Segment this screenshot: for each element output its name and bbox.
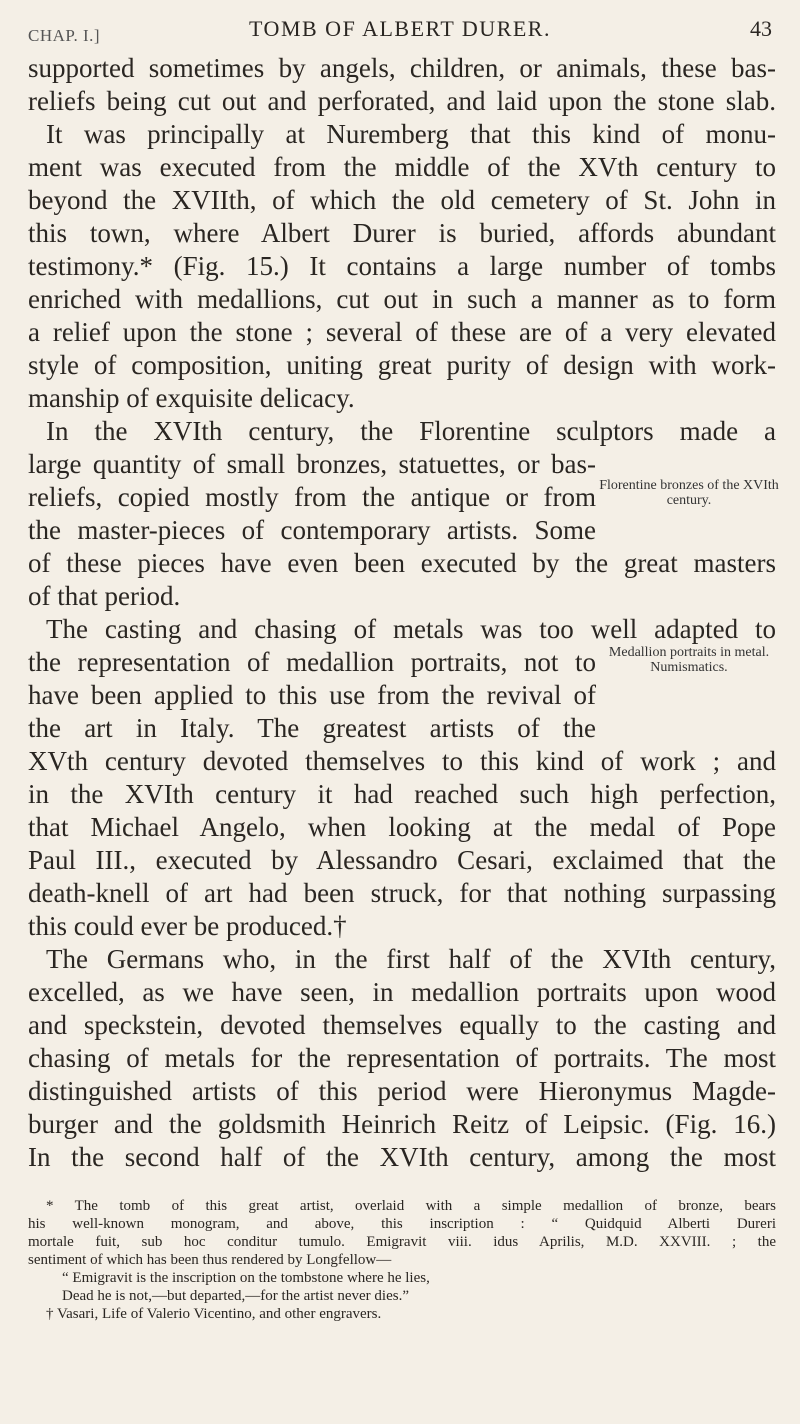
text-line: manship of exquisite delicacy. (28, 383, 355, 413)
text-line: large quantity of small bronzes, statuettes, or bas- (28, 449, 596, 479)
text-line: enriched with medallions, cut out in such a manner as to form (28, 284, 776, 314)
text-line: testimony.* (Fig. 15.) It contains a large number of tombs (28, 251, 776, 281)
text-line: of these pieces have even been executed by the great masters (28, 548, 776, 578)
page-number: 43 (750, 16, 772, 41)
text-line: that Michael Angelo, when looking at the medal of Pope (28, 812, 776, 842)
footnote-line: * The tomb of this great artist, overlaid with a simple medallion of bronze, bears (46, 1198, 776, 1214)
footnotes (28, 1197, 776, 1323)
text-line: In the second half of the XVIth century, among the most (28, 1142, 776, 1172)
chapter-label: CHAP. I.] (28, 26, 101, 45)
footnote-verse-line: “ Emigravit is the inscription on the tombstone where he lies, (62, 1270, 430, 1286)
text-line: In the XVIth century, the Florentine sculptors made a (46, 416, 776, 446)
text-line: reliefs, copied mostly from the antique or from (28, 482, 596, 512)
text-line: ment was executed from the middle of the XVth century to (28, 152, 776, 182)
text-line: have been applied to this use from the revival of (28, 680, 596, 710)
text-line: reliefs being cut out and perforated, and laid upon the stone slab. (28, 86, 776, 116)
text-line: The casting and chasing of metals was too well adapted to (46, 614, 776, 644)
text-line: and speckstein, devoted themselves equally to the casting and (28, 1010, 776, 1040)
margin-note-medallion: Medallion portraits in metal. Numismatics. (608, 645, 770, 675)
text-line: supported sometimes by angels, children, or animals, these bas- (28, 53, 776, 83)
text-line: XVth century devoted themselves to this kind of work ; and (28, 746, 776, 776)
text-line: excelled, as we have seen, in medallion portraits upon wood (28, 977, 776, 1007)
text-line: chasing of metals for the representation of portraits. The most (28, 1043, 776, 1073)
text-line: in the XVIth century it had reached such high perfection, (28, 779, 776, 809)
text-line: distinguished artists of this period were Hieronymus Magde- (28, 1076, 776, 1106)
text-line: the master-pieces of contemporary artists. Some (28, 515, 596, 545)
footnote-verse-line: Dead he is not,—but departed,—for the artist never dies.” (62, 1288, 409, 1304)
text-line: a relief upon the stone ; several of these are of a very elevated (28, 317, 776, 347)
footnote-line: sentiment of which has been thus rendered by Longfellow— (28, 1252, 392, 1268)
text-line: It was principally at Nuremberg that this kind of monu- (46, 119, 776, 149)
footnote-line: † Vasari, Life of Valerio Vicentino, and other engravers. (46, 1306, 382, 1322)
text-line: style of composition, uniting great purity of design with work- (28, 350, 776, 380)
page-header (28, 8, 772, 44)
text-line: death-knell of art had been struck, for that nothing surpassing (28, 878, 776, 908)
text-line: of that period. (28, 581, 181, 611)
text-line: this town, where Albert Durer is buried, affords abundant (28, 218, 776, 248)
footnote-line: his well-known monogram, and above, this inscription : “ Quidquid Alberti Dureri (28, 1216, 776, 1232)
main-text (28, 52, 776, 1174)
text-line: burger and the goldsmith Heinrich Reitz of Leipsic. (Fig. 16.) (28, 1109, 776, 1139)
text-line: this could ever be produced.† (28, 911, 347, 941)
text-line: the representation of medallion portraits, not to (28, 647, 596, 677)
text-line: beyond the XVIIth, of which the old cemetery of St. John in (28, 185, 776, 215)
margin-note-florentine: Florentine bronzes of the XVIth century. (599, 478, 779, 508)
running-title: TOMB OF ALBERT DURER. (249, 16, 551, 41)
footnote-line: mortale fuit, sub hoc conditur tumulo. Emigravit viii. idus Aprilis, M.D. XXVIII. ; the (28, 1234, 776, 1250)
text-line: the art in Italy. The greatest artists of the (28, 713, 596, 743)
text-line: Paul III., executed by Alessandro Cesari, exclaimed that the (28, 845, 776, 875)
text-line: The Germans who, in the first half of the XVIth century, (46, 944, 776, 974)
